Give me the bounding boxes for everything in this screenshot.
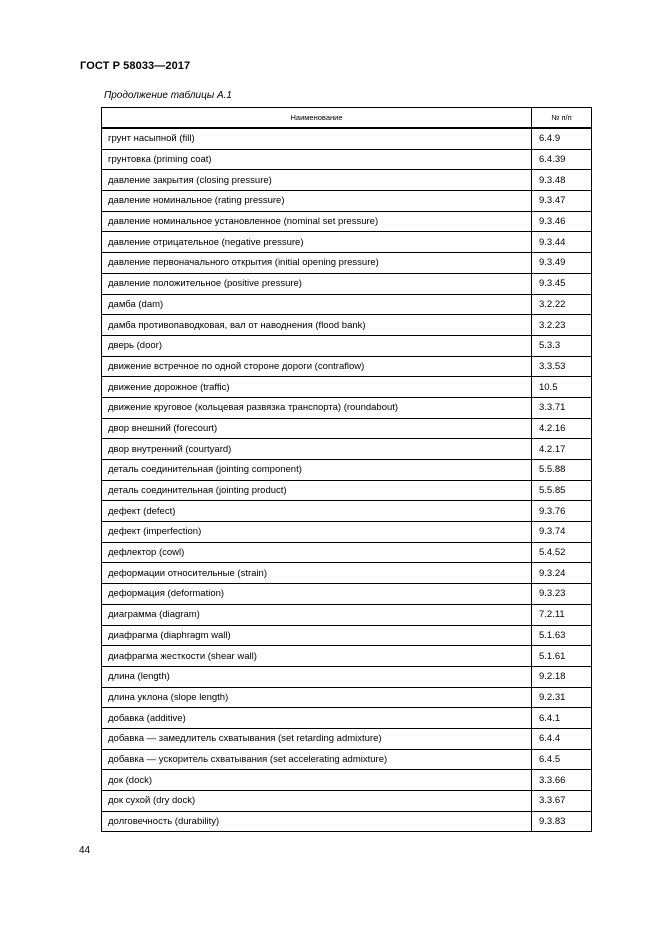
table-row (102, 563, 592, 584)
table-row (102, 460, 592, 481)
term-number-cell: 6.4.9 (532, 128, 592, 149)
terms-table (101, 107, 592, 832)
term-number-cell: 5.4.52 (532, 542, 592, 563)
table-row (102, 666, 592, 687)
term-name-cell: грунтовка (priming coat) (102, 149, 532, 170)
term-name-cell: длина (length) (102, 666, 532, 687)
term-number-cell: 5.1.63 (532, 625, 592, 646)
term-number-cell: 7.2.11 (532, 604, 592, 625)
term-name-cell: дефект (defect) (102, 501, 532, 522)
table-row (102, 273, 592, 294)
term-number-cell: 10.5 (532, 377, 592, 398)
term-name-cell: двор внешний (forecourt) (102, 418, 532, 439)
term-name-cell: движение круговое (кольцевая развязка транспорта) (roundabout) (102, 397, 532, 418)
term-number-cell: 9.3.76 (532, 501, 592, 522)
table-row (102, 170, 592, 191)
term-name-cell: добавка — ускоритель схватывания (set accelerating admixture) (102, 749, 532, 770)
table-row (102, 128, 592, 149)
table-row (102, 439, 592, 460)
term-name-cell: дефлектор (cowl) (102, 542, 532, 563)
term-number-cell: 6.4.4 (532, 728, 592, 749)
table-row (102, 294, 592, 315)
term-number-cell: 9.3.49 (532, 253, 592, 274)
term-name-cell: диафрагма жесткости (shear wall) (102, 646, 532, 667)
table-row (102, 356, 592, 377)
term-number-cell: 9.3.83 (532, 811, 592, 832)
table-row (102, 253, 592, 274)
term-number-cell: 9.3.47 (532, 191, 592, 212)
document-header: ГОСТ Р 58033—2017 (80, 60, 191, 72)
table-row (102, 501, 592, 522)
term-number-cell: 9.3.74 (532, 522, 592, 543)
term-number-cell: 5.1.61 (532, 646, 592, 667)
term-name-cell: давление номинальное установленное (nominal set pressure) (102, 211, 532, 232)
term-name-cell: док сухой (dry dock) (102, 791, 532, 812)
term-number-cell: 9.2.31 (532, 687, 592, 708)
term-number-cell: 5.3.3 (532, 335, 592, 356)
table-row (102, 811, 592, 832)
table-row (102, 728, 592, 749)
column-header-name: Наименование (102, 108, 532, 129)
term-name-cell: дефект (imperfection) (102, 522, 532, 543)
table-row (102, 480, 592, 501)
term-number-cell: 9.3.24 (532, 563, 592, 584)
table-row (102, 149, 592, 170)
term-number-cell: 9.3.23 (532, 584, 592, 605)
table-row (102, 397, 592, 418)
term-number-cell: 3.3.67 (532, 791, 592, 812)
table-row (102, 335, 592, 356)
term-name-cell: двор внутренний (courtyard) (102, 439, 532, 460)
term-name-cell: дамба (dam) (102, 294, 532, 315)
table-row (102, 749, 592, 770)
table-row (102, 770, 592, 791)
term-number-cell: 3.3.53 (532, 356, 592, 377)
table-row (102, 646, 592, 667)
term-name-cell: добавка — замедлитель схватывания (set retarding admixture) (102, 728, 532, 749)
table-row (102, 604, 592, 625)
term-number-cell: 3.3.71 (532, 397, 592, 418)
term-number-cell: 3.2.23 (532, 315, 592, 336)
term-name-cell: добавка (additive) (102, 708, 532, 729)
term-name-cell: давление номинальное (rating pressure) (102, 191, 532, 212)
term-name-cell: грунт насыпной (fill) (102, 128, 532, 149)
table-row (102, 191, 592, 212)
table-row (102, 211, 592, 232)
table-row (102, 522, 592, 543)
term-number-cell: 9.3.48 (532, 170, 592, 191)
page-number: 44 (79, 845, 91, 856)
term-number-cell: 9.2.18 (532, 666, 592, 687)
term-name-cell: деформации относительные (strain) (102, 563, 532, 584)
term-number-cell: 4.2.16 (532, 418, 592, 439)
term-name-cell: дверь (door) (102, 335, 532, 356)
term-number-cell: 5.5.88 (532, 460, 592, 481)
term-number-cell: 9.3.46 (532, 211, 592, 232)
term-name-cell: движение дорожное (traffic) (102, 377, 532, 398)
term-name-cell: диаграмма (diagram) (102, 604, 532, 625)
table-row (102, 791, 592, 812)
table-row (102, 377, 592, 398)
table-row (102, 708, 592, 729)
table-row (102, 625, 592, 646)
term-number-cell: 3.2.22 (532, 294, 592, 315)
term-name-cell: док (dock) (102, 770, 532, 791)
term-number-cell: 9.3.45 (532, 273, 592, 294)
term-name-cell: давление первоначального открытия (initial opening pressure) (102, 253, 532, 274)
term-name-cell: давление закрытия (closing pressure) (102, 170, 532, 191)
term-name-cell: длина уклона (slope length) (102, 687, 532, 708)
term-number-cell: 5.5.85 (532, 480, 592, 501)
table-row (102, 232, 592, 253)
table-header-row (102, 108, 592, 129)
term-name-cell: диафрагма (diaphragm wall) (102, 625, 532, 646)
table-row (102, 687, 592, 708)
table-row (102, 418, 592, 439)
term-name-cell: долговечность (durability) (102, 811, 532, 832)
table-row (102, 542, 592, 563)
term-name-cell: деформация (deformation) (102, 584, 532, 605)
term-number-cell: 9.3.44 (532, 232, 592, 253)
term-name-cell: деталь соединительная (jointing product) (102, 480, 532, 501)
term-name-cell: деталь соединительная (jointing component) (102, 460, 532, 481)
table-caption: Продолжение таблицы А.1 (104, 90, 232, 101)
term-number-cell: 3.3.66 (532, 770, 592, 791)
table-row (102, 315, 592, 336)
term-name-cell: движение встречное по одной стороне дороги (contraflow) (102, 356, 532, 377)
term-number-cell: 6.4.39 (532, 149, 592, 170)
term-number-cell: 6.4.5 (532, 749, 592, 770)
term-name-cell: давление положительное (positive pressure) (102, 273, 532, 294)
term-name-cell: дамба противопаводковая, вал от наводнения (flood bank) (102, 315, 532, 336)
term-number-cell: 4.2.17 (532, 439, 592, 460)
column-header-number: № п/п (532, 108, 592, 129)
term-number-cell: 6.4.1 (532, 708, 592, 729)
table-row (102, 584, 592, 605)
term-name-cell: давление отрицательное (negative pressure) (102, 232, 532, 253)
